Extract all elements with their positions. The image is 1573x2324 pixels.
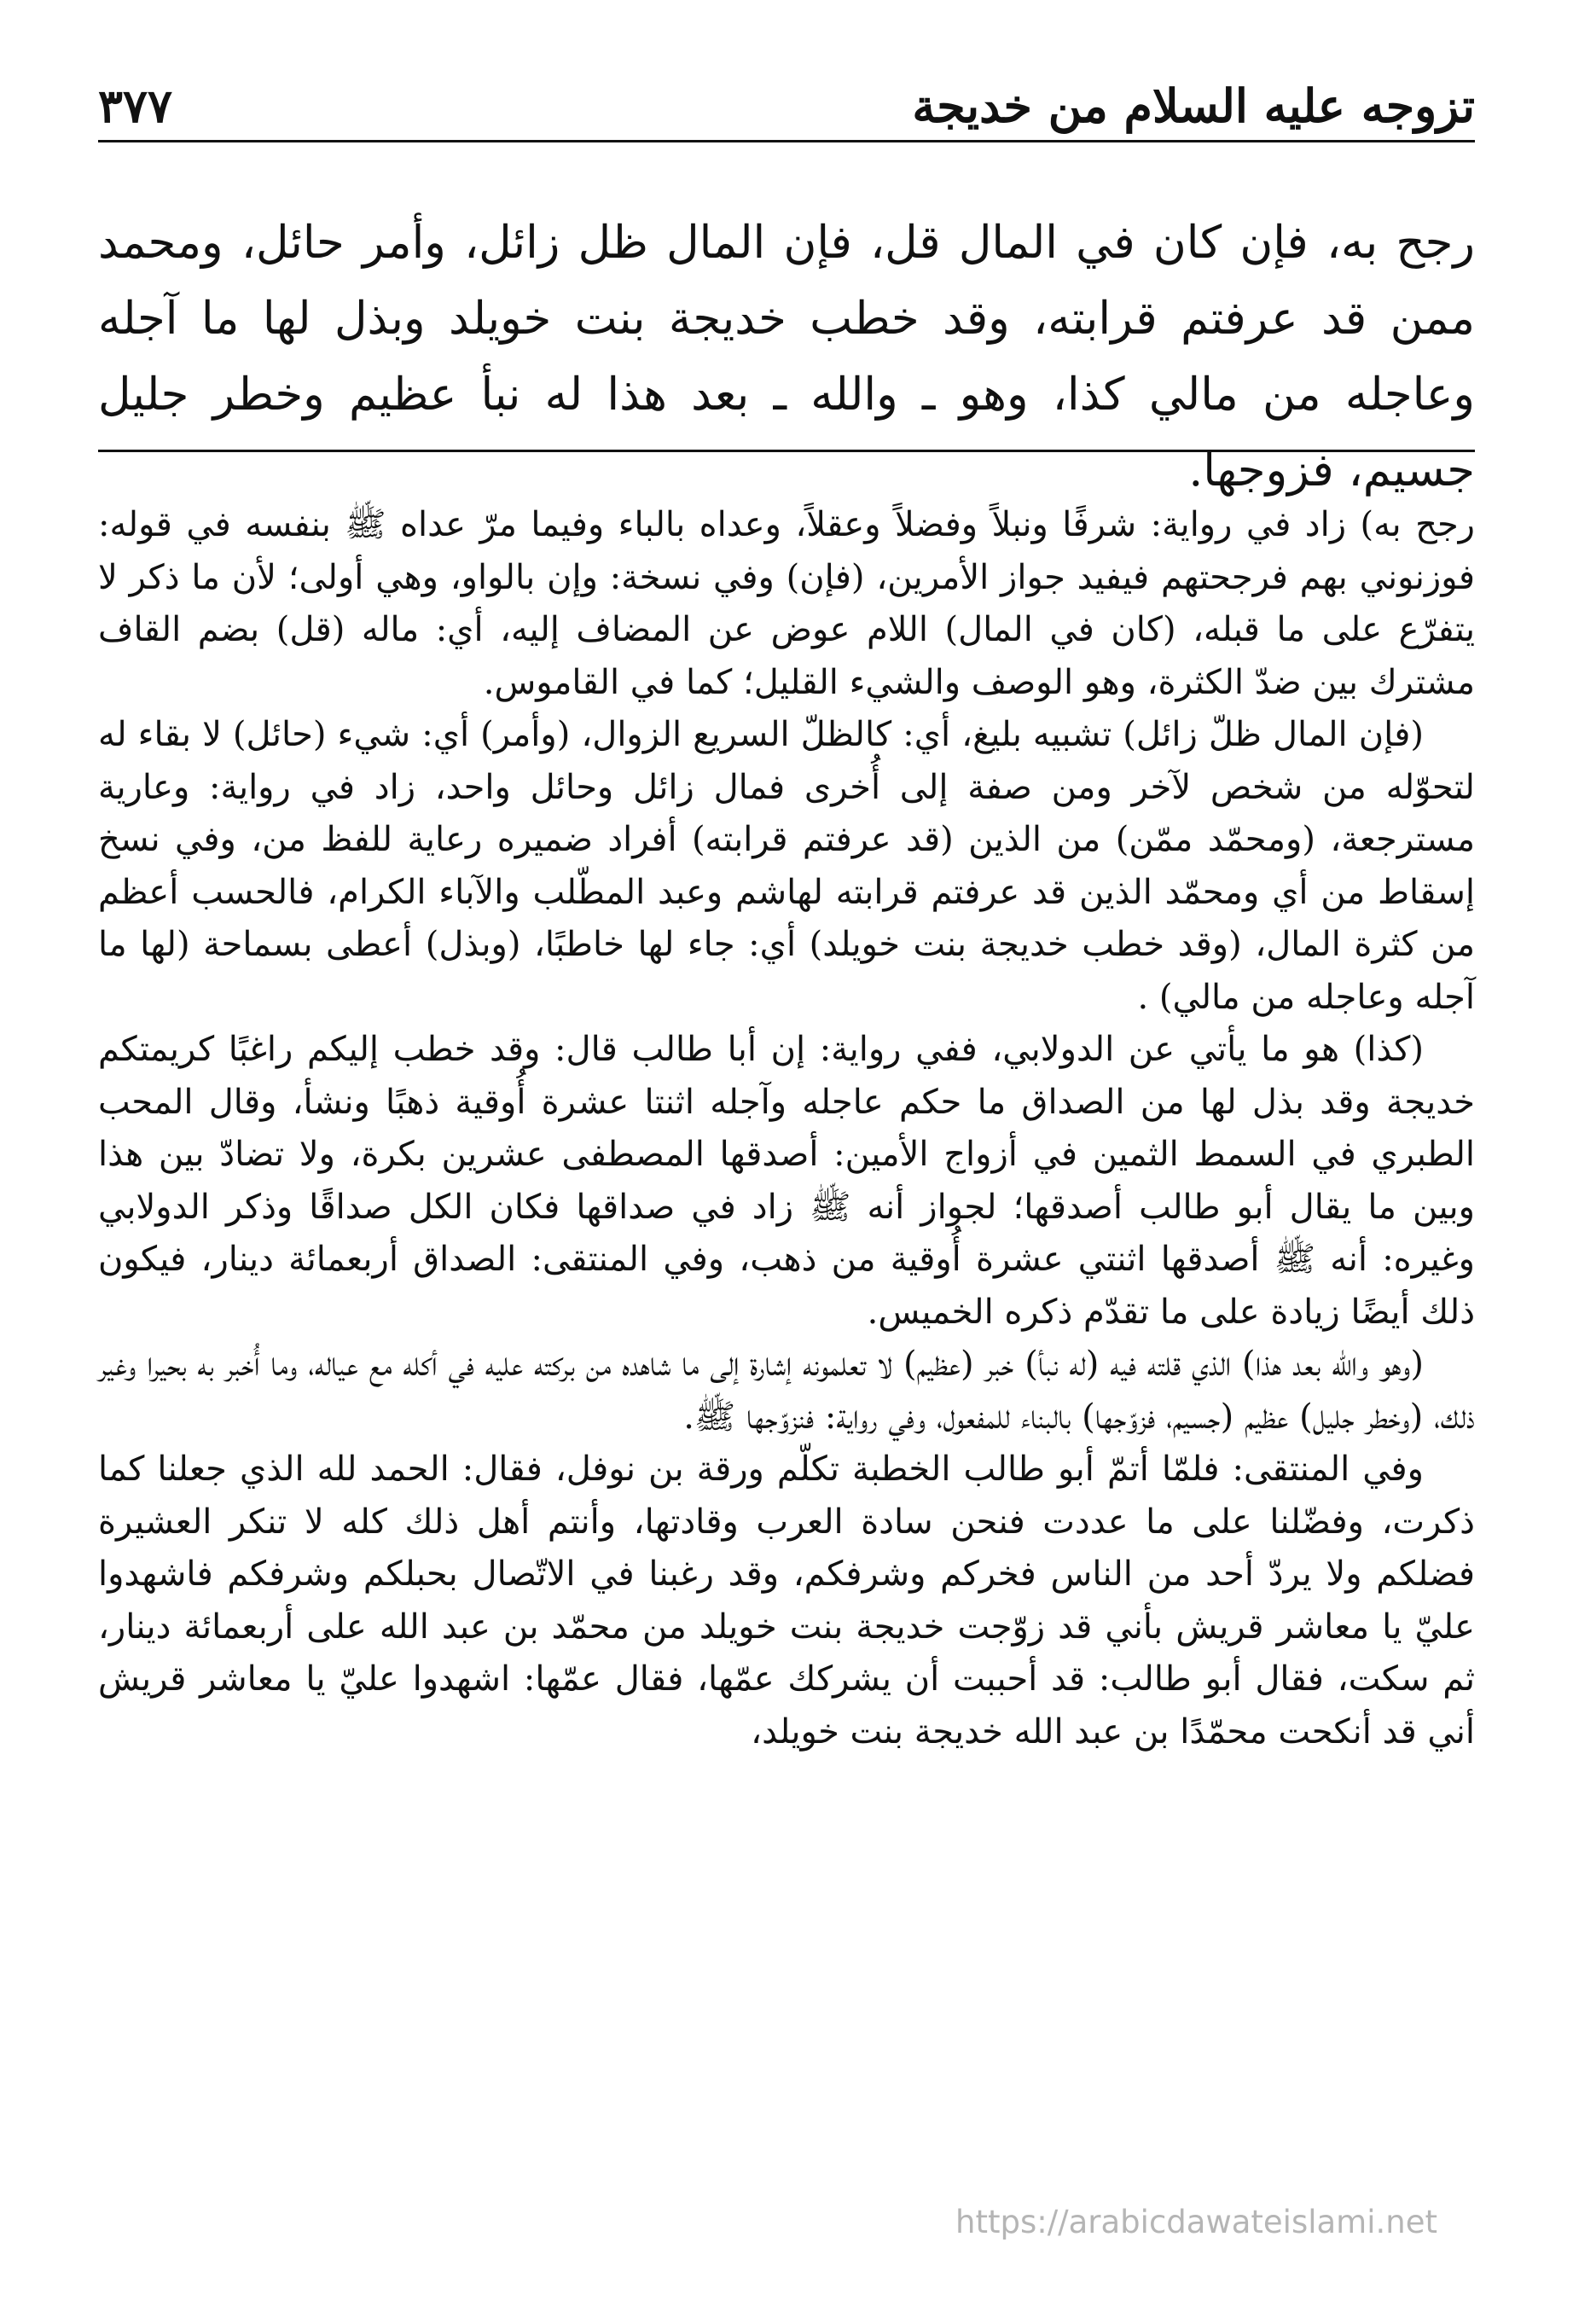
page-header [98,67,1475,142]
page-number: ٣٧٧ [98,78,173,133]
commentary-paragraph-1: رجح به) زاد في رواية: شرفًا ونبلاً وفضلاً وعقلاً، وعداه بالباء وفيما مرّ عداه ﷺ بنفسه في قوله: فوزنوني بهم فرجحتهم فيفيد جواز الأمرين، (فإن) وفي نسخة: وإن بالواو، وهي أولى؛ لأن ما ذكر لا يتفرّع على ما قبله، (كان في المال) اللام عوض عن المضاف إليه، أي: ماله (قل) بضم القاف مشترك بين ضدّ الكثرة، وهو الوصف والشيء القليل؛ كما في القاموس. [98,505,1475,702]
commentary-paragraph-3: (كذا) هو ما يأتي عن الدولابي، ففي رواية: إن أبا طالب قال: وقد خطب إليكم راغبًا كريمتكم خديجة وقد بذل لها من الصداق ما حكم عاجله وآجله اثنتا عشرة أُوقية ذهبًا ونشأ، وقال المحب الطبري في السمط الثمين في أزواج الأمين: أصدقها المصطفى عشرين بكرة، ولا تضادّ بين هذا وبين ما يقال أبو طالب أصدقها؛ لجواز أنه ﷺ زاد في صداقها فكان الكل صداقًا وذكر الدولابي وغيره: أنه ﷺ أصدقها اثنتي عشرة أُوقية من ذهب، وفي المنتقى: الصداق أربعمائة دينار، فيكون ذلك أيضًا زيادة على ما تقدّم ذكره الخميس. [98,1030,1476,1332]
commentary [98,499,1475,1758]
separator-line [98,450,1475,452]
running-title: تزوجه عليه السلام من خديجة [912,78,1475,133]
main-text [98,205,1475,508]
commentary-paragraph-2: (فإن المال ظلّ زائل) تشبيه بليغ، أي: كالظلّ السريع الزوال، (وأمر) أي: شيء (حائل) لا بقاء له لتحوّله من شخص لآخر ومن صفة إلى أُخرى فمال زائل وحائل واحد، زاد في رواية: وعارية مسترجعة، (ومحمّد ممّن) من الذين (قد عرفتم قرابته) أفراد ضميره رعاية للفظ من، وفي نسخ إسقاط من أي ومحمّد الذين قد عرفتم قرابته لهاشم وعبد المطّلب والآباء الكرام، فالحسب أعظم من كثرة المال، (وقد خطب خديجة بنت خويلد) أي: جاء لها خاطبًا، (وبذل) أعطى بسماحة (لها ما آجله وعاجله من مالي) . [98,715,1476,1017]
watermark-url: https://arabicdawateislami.net [955,2204,1437,2240]
commentary-paragraph-5: وفي المنتقى: فلمّا أتمّ أبو طالب الخطبة تكلّم ورقة بن نوفل، فقال: الحمد لله الذي جعلنا كما ذكرت، وفضّلنا على ما عددت فنحن سادة العرب وقادتها، وأنتم أهل ذلك كله لا تنكر العشيرة فضلكم ولا يردّ أحد من الناس فخركم وشرفكم، وقد رغبنا في الاتّصال بحبلكم وشرفكم فاشهدوا عليّ يا معاشر قريش بأني قد زوّجت خديجة بنت خويلد من محمّد بن عبد الله على أربعمائة دينار، ثم سكت، فقال أبو طالب: قد أحببت أن يشركك عمّها، فقال عمّها: اشهدوا عليّ يا معاشر قريش أني قد أنكحت محمّدًا بن عبد الله خديجة بنت خويلد، [98,1450,1475,1752]
main-text-paragraph: رجح به، فإن كان في المال قل، فإن المال ظل زائل، وأمر حائل، ومحمد ممن قد عرفتم قرابته، وقد خطب خديجة بنت خويلد وبذل لها ما آجله وعاجله من مالي كذا، وهو ـ والله ـ بعد هذا له نبأ عظيم وخطر جليل جسيم، فزوجها. [98,217,1475,497]
commentary-paragraph-4: (وهو والله بعد هذا) الذي قلته فيه (له نبأ) خبر (عظيم) لا تعلمونه إشارة إلى ما شاهده من بركته عليه في أكله مع عياله، وما أُخبر به بحيرا وغير ذلك، (وخطر جليل) عظيم (جسيم، فزوّجها) بالبناء للمفعول، وفي رواية: فنزوّجها ﷺ. [98,1345,1475,1437]
